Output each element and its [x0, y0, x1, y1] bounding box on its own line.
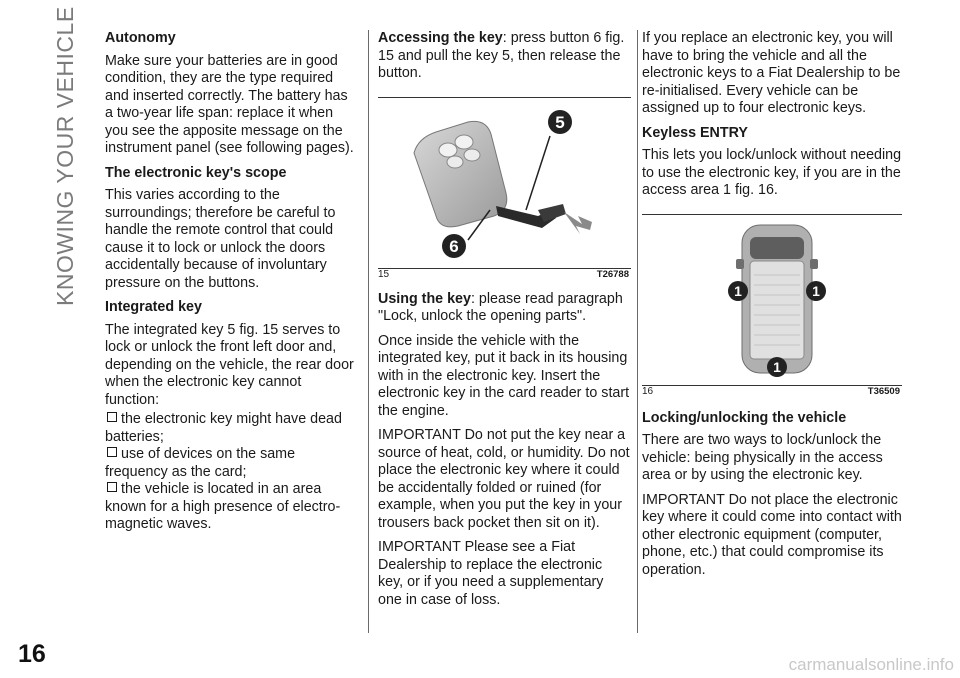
figure-code: T36509 [867, 386, 900, 397]
heading-autonomy: Autonomy [105, 30, 176, 46]
figure-number: 15 [378, 269, 390, 280]
paragraph-integrated-key: The integrated key 5 fig. 15 serves to lock or unlock the front left door and, depending on the vehicle, the rear door when the electronic key cannot function: [105, 321, 354, 408]
paragraph-important-3: IMPORTANT Do not place the electronic key where it could come into contact with other electronic equipment (computer, phone, etc.) that could compromise its operation. [642, 491, 902, 578]
paragraph-keyless-entry: This lets you lock/unlock without needing to use the electronic key, if you are in the access area 1 fig. 16. [642, 147, 902, 198]
paragraph-important-1: IMPORTANT Do not put the key near a source of heat, cold, or humidity. Do not place the electronic key where it could be accidentally folded or ruined (for example, when you put the key in your trousers back pocket then sit on it). [378, 427, 630, 531]
paragraph-accessing-key: Accessing the key: press button 6 fig. 15 and pull the key 5, then release the button. [378, 30, 625, 81]
checkbox-bullet-icon [107, 447, 117, 457]
callout-1-label: 1 [773, 358, 781, 375]
column-1 [105, 30, 357, 534]
paragraph-locking-unlocking: There are two ways to lock/unlock the vehicle: being physically in the access area or by using the electronic key. [642, 432, 883, 483]
heading-keyless-entry: Keyless ENTRY [642, 124, 748, 141]
figure-code: T26788 [596, 269, 629, 280]
paragraph-important-2: IMPORTANT Please see a Fiat Dealership to replace the electronic key, or if you need a supplementary one in case of loss. [378, 539, 604, 608]
callout-5-label: 5 [555, 112, 565, 132]
figure-15 [378, 97, 631, 280]
figure-16 [642, 214, 902, 397]
heading-key-scope: The electronic key's scope [105, 164, 287, 181]
column-divider [368, 30, 369, 633]
checkbox-bullet-icon [107, 412, 117, 422]
callout-6-label: 6 [449, 236, 459, 256]
bullet-item: use of devices on the same frequency as the card; [105, 446, 296, 480]
bullet-item: the vehicle is located in an area known for a high presence of electro-magnetic waves. [105, 481, 341, 532]
checkbox-bullet-icon [107, 482, 117, 492]
column-2 [378, 30, 631, 616]
electronic-key-illustration [378, 98, 631, 268]
paragraph-key-scope: This varies according to the surroundings; therefore be careful to handle the remote control that could cause it to lock or unlock the doors accidentally because of involuntary pressure on the buttons. [105, 187, 336, 291]
section-side-title: KNOWING YOUR VEHICLE [52, 6, 78, 306]
callout-1-label: 1 [812, 282, 820, 299]
column-3 [642, 30, 902, 586]
bullet-item: the electronic key might have dead batteries; [105, 411, 342, 445]
column-divider [637, 30, 638, 633]
vehicle-access-area-illustration [642, 215, 902, 385]
heading-locking-unlocking: Locking/unlocking the vehicle [642, 409, 847, 426]
heading-integrated-key: Integrated key [105, 299, 202, 315]
paragraph-using-key: Using the key: please read paragraph "Lock, unlock the opening parts". [378, 290, 623, 324]
paragraph-autonomy: Make sure your batteries are in good condition, they are the type required and inserted correctly. The battery has a two-year life span: replace it when you see the apposite message on the instrument panel (see following pages). [105, 52, 354, 156]
page-number: 16 [18, 640, 46, 668]
watermark: carmanualsonline.info [788, 655, 954, 674]
paragraph-once-inside: Once inside the vehicle with the integrated key, put it back in its housing with in the electronic key. Insert the electronic key in the card reader to start the engine. [378, 332, 630, 419]
paragraph-replace-key: If you replace an electronic key, you will have to bring the vehicle and all the electronic keys to a Fiat Dealership to be re-initialised. Every vehicle can be assigned up to four electronic keys. [642, 30, 901, 116]
figure-number: 16 [642, 386, 654, 397]
callout-1-label: 1 [734, 282, 742, 299]
